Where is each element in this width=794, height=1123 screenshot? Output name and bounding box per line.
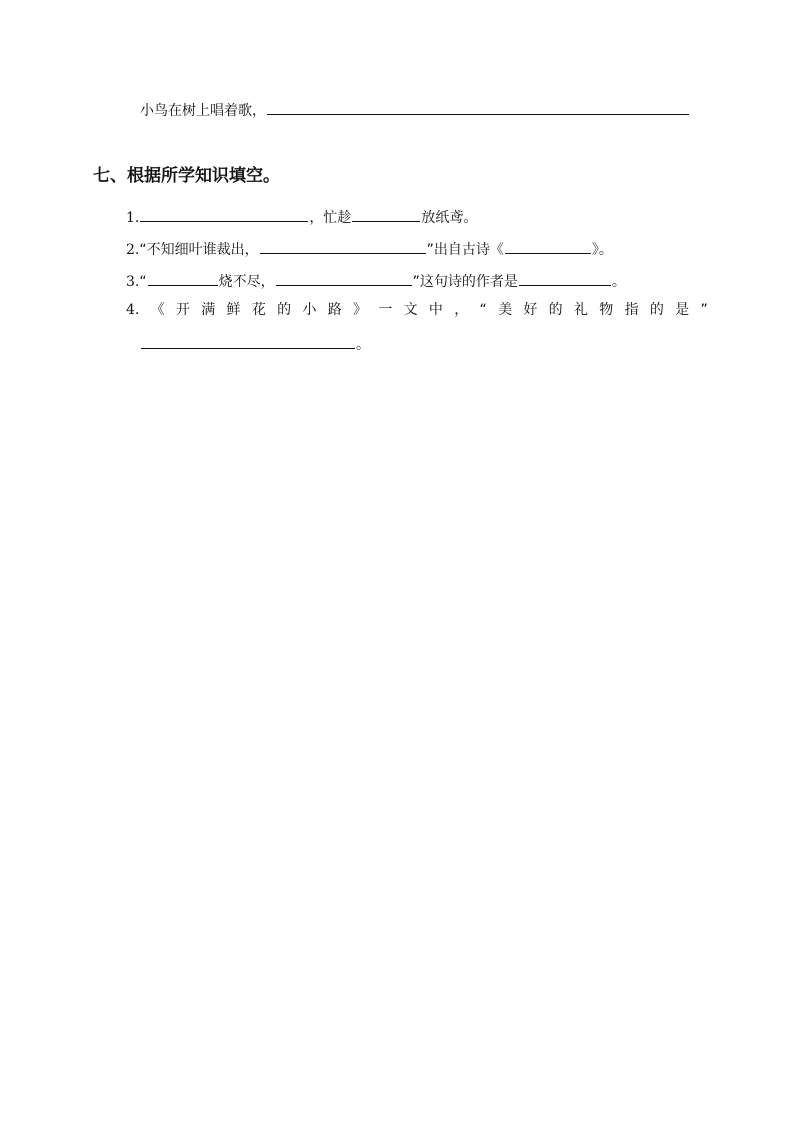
question-number: 1. [126,210,140,226]
question-4-continuation [140,332,370,355]
answer-blank-3c[interactable] [519,269,611,286]
question-number: 4. [126,302,140,318]
question-char: ” [700,302,708,318]
question-char: 物 [599,302,614,318]
answer-blank-3b[interactable] [276,269,412,286]
question-2 [126,237,613,260]
question-char: 满 [201,302,216,318]
question-text: 》。 [591,242,613,258]
question-char: 路 [327,302,342,318]
question-char: 》 [353,302,368,318]
answer-blank-1a[interactable] [140,205,308,222]
question-number: 3. [126,274,140,290]
question-text: 烧不尽， [218,274,275,290]
question-char: 鲜 [226,302,241,318]
question-char: 文 [403,302,418,318]
question-text: 。 [611,274,626,290]
question-char: 是 [675,302,690,318]
question-char: 花 [251,302,266,318]
intro-text: 小鸟在树上唱着歌， [140,103,266,119]
answer-blank-2b[interactable] [505,237,591,254]
question-char: 中 [428,302,443,318]
question-4 [126,300,708,320]
question-text: ”出自古诗《 [426,242,504,258]
question-text: “不知细叶谁裁出， [139,242,259,258]
question-char: “ [479,302,487,318]
question-1 [126,205,477,228]
question-char: 的 [277,302,292,318]
question-number: 2. [126,242,140,258]
question-char: 《 [150,302,165,318]
question-char: 的 [649,302,664,318]
question-char: 美 [498,302,513,318]
intro-line [140,98,690,121]
question-char: 好 [523,302,538,318]
question-text: “ [139,274,147,290]
section-title: 七、根据所学知识填空。 [93,166,280,186]
question-char: 一 [378,302,393,318]
question-char: 小 [302,302,317,318]
question-char: 的 [548,302,563,318]
question-char: ， [454,302,469,318]
question-text: ，忙趁 [309,210,352,226]
question-3 [126,269,626,292]
answer-blank-2a[interactable] [260,237,426,254]
question-text: ”这句诗的作者是 [412,274,518,290]
answer-blank-intro[interactable] [267,98,689,115]
question-char: 开 [175,302,190,318]
question-char: 礼 [573,302,588,318]
question-char: 指 [624,302,639,318]
question-text: 。 [356,337,370,353]
answer-blank-4[interactable] [141,332,355,349]
answer-blank-3a[interactable] [148,269,218,286]
answer-blank-1b[interactable] [352,205,420,222]
question-text: 放纸鸢。 [421,210,478,226]
